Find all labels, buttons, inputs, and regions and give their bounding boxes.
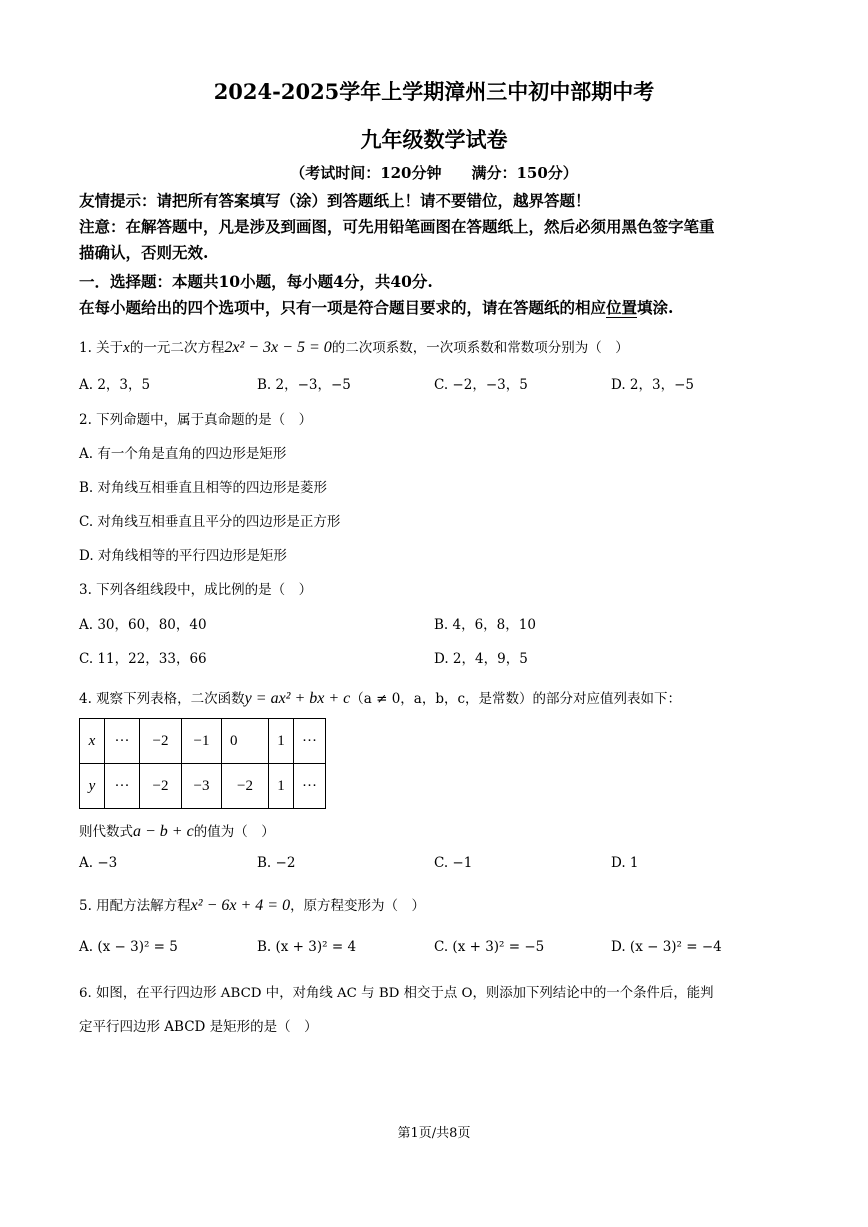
q2-option-a: A. 有一个角是直角的四边形是矩形 <box>79 446 287 462</box>
q1-equation: 2x² − 3x − 5 = 0 <box>224 339 332 356</box>
notice-line-1: 注意：在解答题中，凡是涉及到画图，可先用铅笔画图在答题纸上，然后必须用黑色签字笔重 <box>79 217 715 236</box>
question-6-line-2: 定平行四边形 ABCD 是矩形的是（ ） <box>79 1019 318 1035</box>
table-cell: ··· <box>294 719 326 764</box>
q3-option-d: D. 2，4，9，5 <box>434 651 528 667</box>
notice-line-2: 描确认，否则无效. <box>79 243 209 262</box>
q5-option-a: A. (x − 3)² = 5 <box>79 939 178 955</box>
q1-option-c: C. −2，−3，5 <box>434 377 528 393</box>
table-cell: −3 <box>182 764 222 809</box>
q2-option-d: D. 对角线相等的平行四边形是矩形 <box>79 548 287 564</box>
value-table <box>79 718 326 809</box>
q1-prefix: 1. 关于 <box>79 340 124 356</box>
q1-option-d: D. 2，3，−5 <box>611 377 695 393</box>
q2-option-c: C. 对角线互相垂直且平分的四边形是正方形 <box>79 514 341 530</box>
q4-follow-up <box>79 820 275 841</box>
section-heading: 一．选择题：本题共10小题，每小题4分，共40分. <box>79 272 433 291</box>
q5-option-d: D. (x − 3)² = −4 <box>611 939 722 955</box>
table-cell: −2 <box>222 764 269 809</box>
table-cell: −2 <box>140 719 182 764</box>
q1-mid: 的一元二次方程 <box>129 340 225 356</box>
q5-equation: x² − 6x + 4 = 0 <box>190 897 291 914</box>
instruction-text-a: 在每小题给出的四个选项中，只有一项是符合题目要求的，请在答题纸的相应 <box>79 298 607 317</box>
q1-option-b: B. 2，−3，−5 <box>257 377 351 393</box>
q4-follow-suffix: 的值为（ ） <box>193 824 275 840</box>
table-cell: −1 <box>182 719 222 764</box>
table-cell: ··· <box>294 764 326 809</box>
q5-option-b: B. (x + 3)² = 4 <box>257 939 357 955</box>
q4-function: y = ax² + bx + c <box>244 690 351 707</box>
question-4-stem <box>79 687 681 708</box>
table-cell: 0 <box>222 719 269 764</box>
q1-suffix: 的二次项系数，一次项系数和常数项分别为（ ） <box>331 340 629 356</box>
table-cell: x <box>80 719 105 764</box>
q2-option-b: B. 对角线互相垂直且相等的四边形是菱形 <box>79 480 328 496</box>
table-cell: ··· <box>105 719 140 764</box>
q4-option-d: D. 1 <box>611 855 639 871</box>
q4-follow-expr: a − b + c <box>133 823 194 840</box>
question-5-stem <box>79 894 425 915</box>
q5-prefix: 5. 用配方法解方程 <box>79 898 191 914</box>
page-number: 第1页/共8页 <box>397 1126 471 1141</box>
q3-option-c: C. 11，22，33，66 <box>79 651 207 667</box>
table-row-y <box>80 764 326 809</box>
question-2-stem: 2. 下列命题中，属于真命题的是（ ） <box>79 412 313 428</box>
question-3-stem: 3. 下列各组线段中，成比例的是（ ） <box>79 582 313 598</box>
friendly-tip: 友情提示：请把所有答案填写（涂）到答题纸上！请不要错位，越界答题！ <box>79 191 591 210</box>
instruction-underlined: 位置 <box>606 298 638 317</box>
question-6-line-1: 6. 如图，在平行四边形 ABCD 中，对角线 AC 与 BD 相交于点 O，则添加下列结论中的一个条件后，能判 <box>79 986 714 1001</box>
table-cell: y <box>80 764 105 809</box>
q5-suffix: ，原方程变形为（ ） <box>290 898 426 914</box>
table-row-x <box>80 719 326 764</box>
q1-var: x <box>123 340 130 356</box>
exam-title: 2024-2025学年上学期漳州三中初中部期中考 <box>213 79 655 104</box>
exam-info: （考试时间：120分钟 满分：150分） <box>290 164 578 182</box>
q4-option-c: C. −1 <box>434 855 473 871</box>
q4-option-a: A. −3 <box>79 855 118 871</box>
table-cell: −2 <box>140 764 182 809</box>
q4-suffix: （a ≠ 0，a，b，c，是常数）的部分对应值列表如下： <box>350 691 682 707</box>
q3-option-b: B. 4，6，8，10 <box>434 617 536 633</box>
q4-option-b: B. −2 <box>257 855 296 871</box>
exam-subtitle: 九年级数学试卷 <box>360 127 508 152</box>
instruction-text-b: 填涂. <box>637 298 674 317</box>
q3-option-a: A. 30，60，80，40 <box>79 617 207 633</box>
q4-follow-prefix: 则代数式 <box>79 824 133 840</box>
question-1-stem <box>79 336 629 357</box>
q4-prefix: 4. 观察下列表格，二次函数 <box>79 691 245 707</box>
section-instruction <box>79 296 673 318</box>
table-cell: 1 <box>269 719 294 764</box>
q5-option-c: C. (x + 3)² = −5 <box>434 939 545 955</box>
table-cell: 1 <box>269 764 294 809</box>
q1-option-a: A. 2，3，5 <box>79 377 151 393</box>
table-cell: ··· <box>105 764 140 809</box>
